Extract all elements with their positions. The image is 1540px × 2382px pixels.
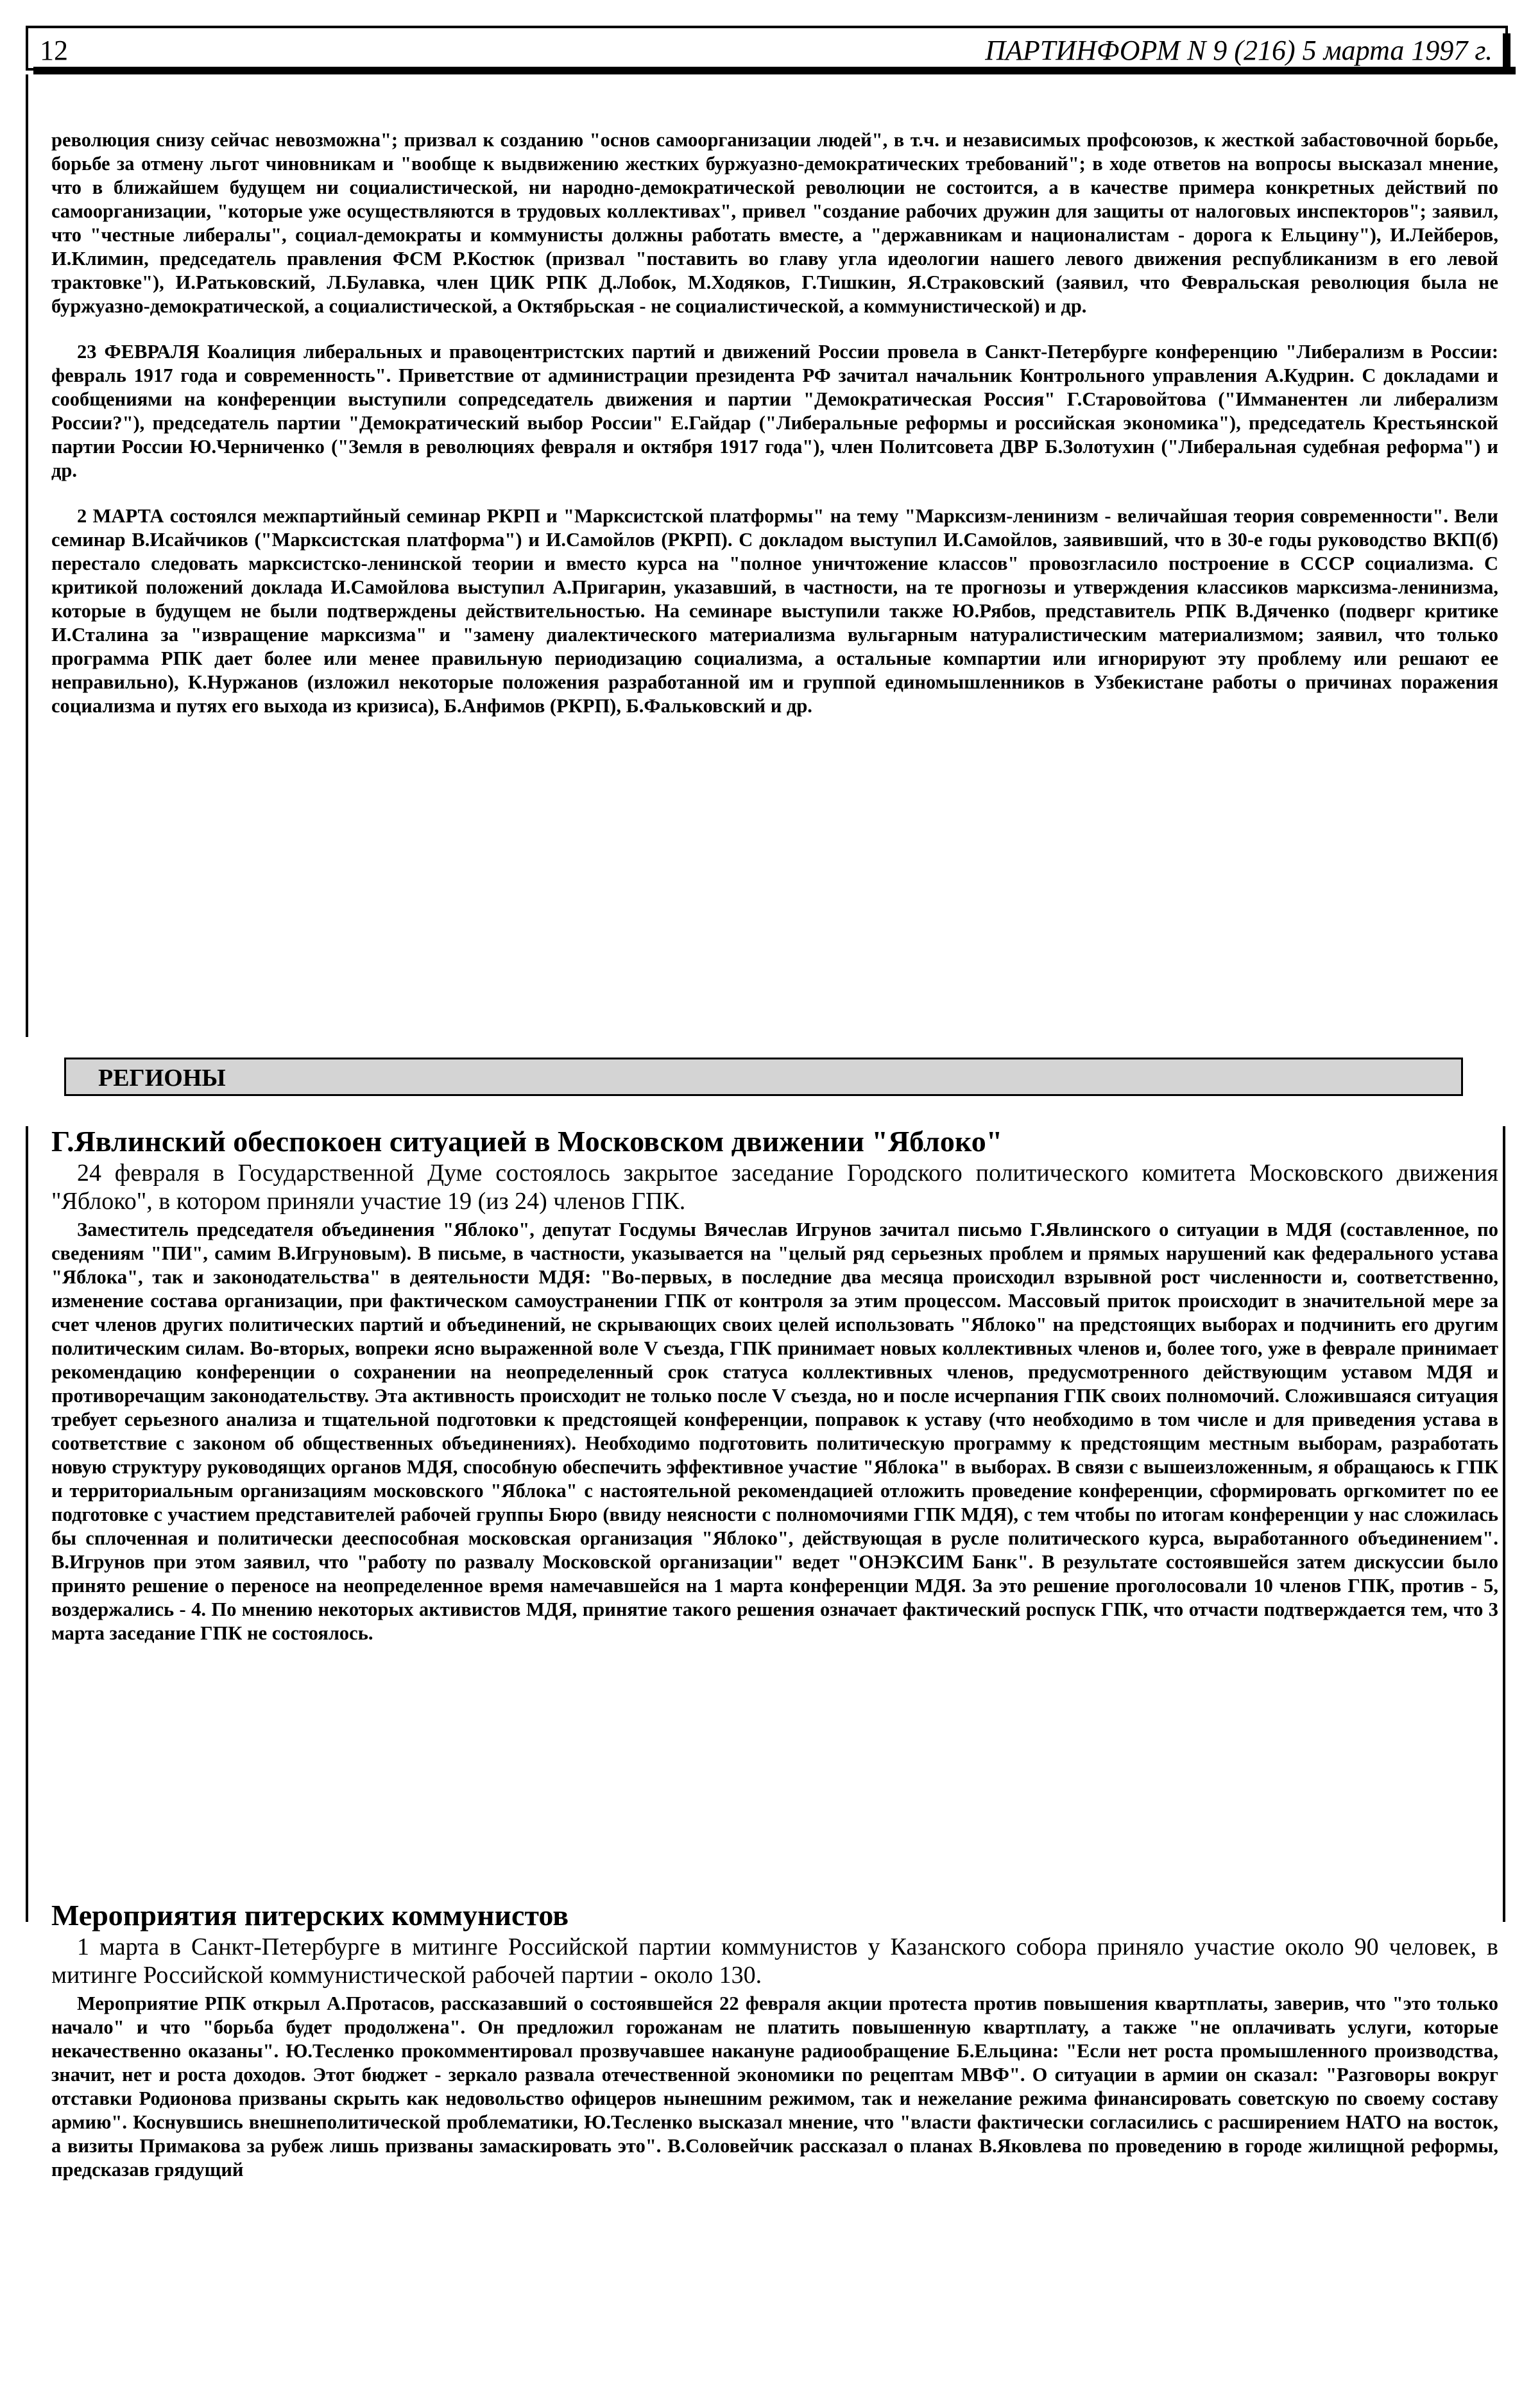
section-label: РЕГИОНЫ bbox=[98, 1065, 226, 1092]
article-body: Мероприятие РПК открыл А.Протасов, рассказавший о состоявшейся 22 февраля акции протеста против повышения квартплаты, заверив, что "это только начало" и что "борьба будет продолжена". Он предложил горожанам не платить повышенную квартплату, а также "не оплачивать услуги, которые некачественно оказаны". Ю.Тесленко прокомментировал прозвучавшее накануне радиообращение Б.Ельцина: "Если нет роста промышленного производства, значит, нет и роста доходов. Этот бюджет - зеркало развала отечественной экономики по рецептам МВФ". О ситуации в армии он сказал: "Разговоры вокруг отставки Родионова призваны скрыть как недовольство офицеров нынешним режимом, так и нежелание режима финансировать советскую по своему составу армию". Коснувшись внешнеполитической проблематики, Ю.Тесленко высказал мнение, что "власти фактически согласились с расширением НАТО на восток, а визиты Примакова за рубеж лишь призваны замаскировать это". В.Соловейчик рассказал о планах В.Яковлева по проведению в городе жилищной реформы, предсказав грядущий bbox=[51, 1992, 1498, 2181]
article-communists bbox=[51, 1898, 1498, 2182]
article-title: Г.Явлинский обеспокоен ситуацией в Московском движении "Яблоко" bbox=[51, 1125, 1003, 1158]
paragraph-mar-2: 2 МАРТА состоялся межпартийный семинар РКРП и "Марксистской платформы" на тему "Марксизм-ленинизм - величайшая теория современности". Вели семинар В.Исайчиков ("Марксистская платформа") и И.Самойлов (РКРП). С докладом выступил И.Самойлов, заявивший, что в 30-е годы руководство ВКП(б) перестало следовать марксистско-ленинской теории и вместо курса на "полное уничтожение классов" провозгласило построение в СССР социализма. С критикой положений доклада И.Самойлова выступил А.Пригарин, указавший, в частности, на те прогнозы и утверждения классиков марксизма-ленинизма, которые в будущем не были подтверждены действительностью. На семинаре выступили также Ю.Рябов, представитель РПК В.Дяченко (подверг критике И.Сталина за "извращение марксизма" и "замену диалектического материализма вульгарным натуралистическим материализмом; заявил, что только программа РПК дает более или менее правильную периодизацию социализма, а остальные компартии или игнорируют эту проблему или решают ее неправильно), К.Нуржанов (изложил некоторые положения разработанной им и группой единомышленников в Узбекистане работы о причинах поражения социализма и путях его выхода из кризиса), Б.Анфимов (РКРП), Б.Фальковский и др. bbox=[51, 505, 1498, 717]
article-lead: 24 февраля в Государственной Думе состоялось закрытое заседание Городского политического комитета Московского движения "Яблоко", в котором приняли участие 19 (из 24) членов ГПК. bbox=[51, 1160, 1498, 1215]
page-number: 12 bbox=[40, 35, 68, 66]
article-yabloko bbox=[51, 1124, 1498, 1645]
article-body: Заместитель председателя объединения "Яблоко", депутат Госдумы Вячеслав Игрунов зачитал письмо Г.Явлинского о ситуации в МДЯ (составленное, по сведениям "ПИ", самим В.Игруновым). В письме, в частности, указывается на "целый ряд серьезных проблем и прямых нарушений как федерального устава "Яблока", так и законодательства" в деятельности МДЯ: "Во-первых, в последние два месяца происходил взрывной рост численности и, соответственно, изменение состава организации, при фактическом самоустранении ГПК от контроля за этим процессом. Массовый приток происходит в значительной мере за счет членов других политических партий и объединений, не скрывающих своих целей использовать "Яблоко" на предстоящих выборах и подчинить его другим политическим силам. Во-вторых, вопреки ясно выраженной воле V съезда, ГПК принимает новых коллективных членов и, более того, уже в феврале принимает рекомендацию конференции о сохранении на неопределенный срок статуса коллективных членов, предусмотренного действующим уставом МДЯ и противоречащим законодательству. Эта активность происходит не только после V съезда, но и после исчерпания ГПК своих полномочий. Сложившаяся ситуация требует серьезного анализа и тщательной подготовки к предстоящей конференции, поправок к уставу (что необходимо в том числе и для приведения устава в соответствие с законом об общественных объединениях). Необходимо подготовить политическую программу к предстоящим местным выборам, разработать новую структуру руководящих органов МДЯ, способную обеспечить эффективное участие "Яблока" в выборах. В связи с вышеизложенным, я обращаюсь к ГПК и территориальным организациям московского "Яблока" с настоятельной рекомендацией отложить проведение конференции, сформировать оргкомитет по ее подготовке с участием представителей рабочей группы Бюро (ввиду неясности с полномочиями ГПК МДЯ), с тем чтобы по итогам конференции у нас сложилась бы сплоченная и политически дееспособная московская организация "Яблоко", действующая в русле политического курса, выработанного объединением". В.Игрунов при этом заявил, что "работу по развалу Московской организации" ведет "ОНЭКСИМ Банк". В результате состоявшейся затем дискуссии было принято решение о переносе на неопределенное время намечавшейся на 1 марта конференции МДЯ. За это решение проголосовали 10 членов ГПК, против - 5, воздержались - 4. По мнению некоторых активистов МДЯ, принятие такого решения означает фактический роспуск ГПК, что отчасти подтверждается тем, что 3 марта заседание ГПК не состоялось. bbox=[51, 1219, 1498, 1644]
paragraph-feb-23: 23 ФЕВРАЛЯ Коалиция либеральных и правоцентристских партий и движений России провела в Санкт-Петербурге конференцию "Либерализм в России: февраль 1917 года и современность". Приветствие от администрации президента РФ зачитал начальник Контрольного управления А.Кудрин. С докладами и сообщениями на конференции выступили сопредседатель движения и партии "Демократическая Россия" Г.Старовойтова ("Имманентен ли либерализм России?"), председатель партии "Демократический выбор России" Е.Гайдар ("Либеральные реформы и российская экономика"), председатель Крестьянской партии России Ю.Черниченко ("Земля в революциях февраля и октября 1917 года"), член Политсовета ДВР Б.Золотухин ("Либеральная судебная реформа") и др. bbox=[51, 341, 1498, 481]
chronicle-section bbox=[51, 128, 1498, 718]
paragraph-continuation: революция снизу сейчас невозможна"; призвал к созданию "основ самоорганизации людей", в т.ч. и независимых профсоюзов, к жесткой забастовочной борьбе, борьбе за отмену льгот чиновникам и "вообще к выдвижению жестких буржуазно-демократических требований"; в ходе ответов на вопросы высказал мнение, что в ближайшем будущем ни социалистической, ни народно-демократической революции не состоится, а в качестве примера конкретных действий по самоорганизации, "которые уже осуществляются в трудовых коллективах", привел "создание рабочих дружин для защиты от налоговых инспекторов"; заявил, что "честные либералы", социал-демократы и коммунисты должны работать вместе, а "державникам и националистам - дорога к Ельцину"), И.Лейберов, И.Климин, председатель правления ФСМ Р.Костюк (призвал "поставить во главу угла идеологии нашего левого движения республиканизм в его левой трактовке"), И.Ратьковский, Л.Булавка, член ЦИК РПК Д.Лобок, М.Ходяков, Г.Тишкин, Я.Страковский (заявил, что Февральская революция была не буржуазно-демократической, а социалистической, а Октябрьская - не социалистической, а коммунистической) и др. bbox=[51, 129, 1498, 317]
left-rule-bottom bbox=[26, 1126, 28, 1922]
article-title: Мероприятия питерских коммунистов bbox=[51, 1899, 569, 1932]
right-rule-bottom bbox=[1503, 1126, 1505, 1922]
issue-title: ПАРТИНФОРМ N 9 (216) 5 марта 1997 г. bbox=[985, 35, 1493, 66]
section-banner-regions bbox=[64, 1058, 1463, 1096]
page-header bbox=[26, 26, 1508, 71]
article-lead: 1 марта в Санкт-Петербурге в митинге Российской партии коммунистов у Казанского собора приняло участие около 90 человек, в митинге Российской коммунистической рабочей партии - около 130. bbox=[51, 1933, 1498, 1989]
left-rule-top bbox=[26, 74, 28, 1037]
